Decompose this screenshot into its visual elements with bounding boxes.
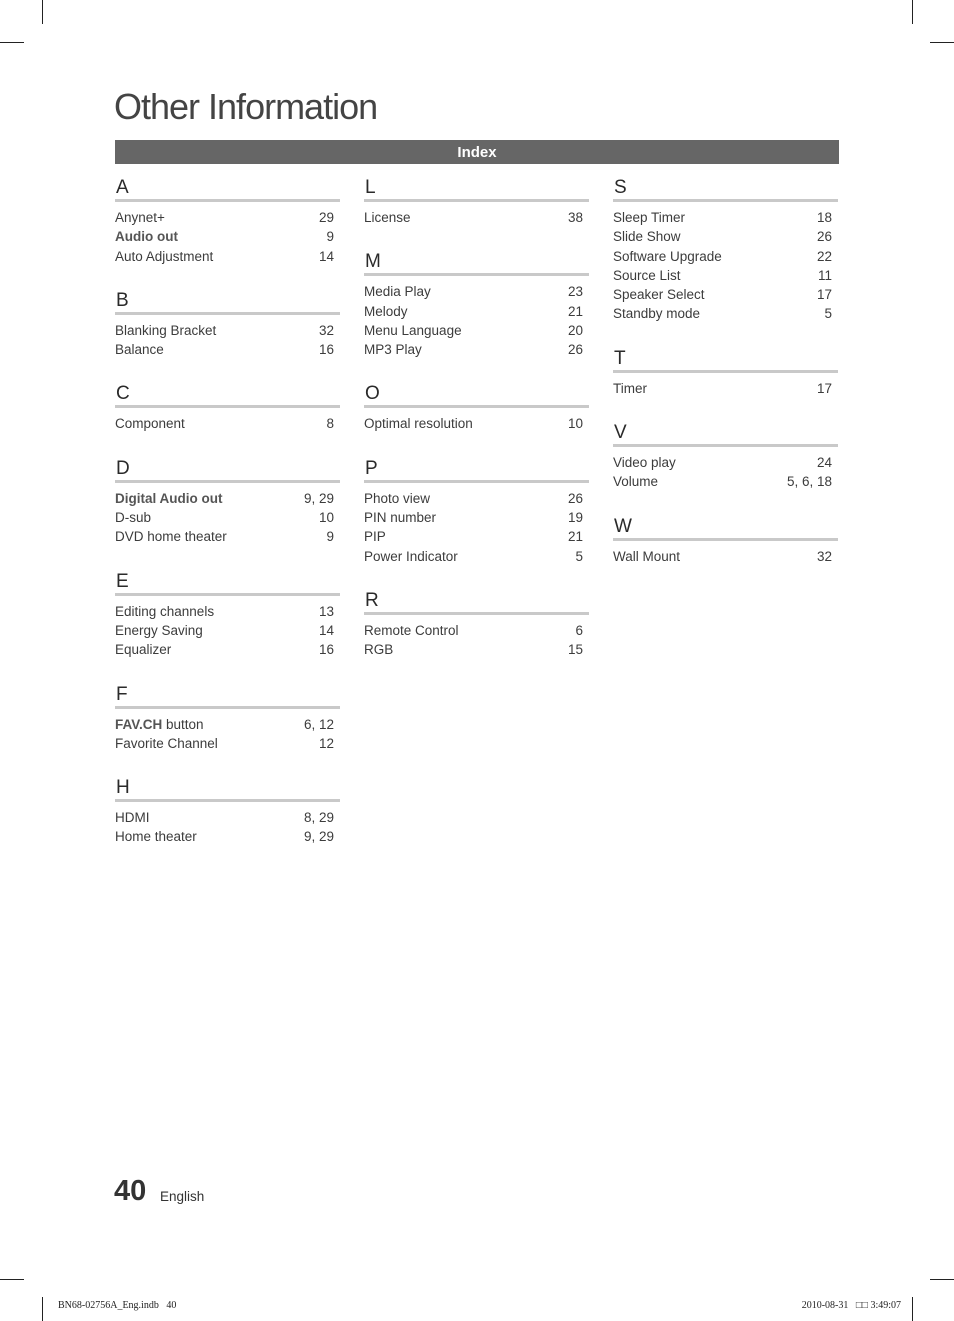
- index-entry: [115, 715, 340, 734]
- entry-term: [115, 734, 218, 753]
- entry-term: [364, 302, 408, 321]
- index-entry: [364, 489, 589, 508]
- entry-pages: 11: [817, 267, 832, 283]
- entry-pages: 10: [318, 510, 334, 526]
- entry-term: [115, 321, 216, 340]
- entry-pages: 26: [816, 229, 832, 245]
- index-entry: [364, 321, 589, 340]
- index-section: [364, 176, 589, 227]
- entry-list: [115, 408, 340, 433]
- entry-pages: 23: [567, 284, 583, 300]
- index-entry: [613, 379, 838, 398]
- entry-term-text: Optimal resolution: [364, 416, 473, 432]
- page-language: English: [160, 1189, 205, 1204]
- index-section: [364, 457, 589, 566]
- entry-pages: 20: [567, 322, 583, 338]
- section-letter: E: [115, 570, 340, 596]
- section-letter: S: [613, 176, 838, 202]
- index-section: [613, 176, 838, 324]
- entry-term: [115, 808, 150, 827]
- entry-term: [613, 227, 681, 246]
- entry-term: [364, 547, 458, 566]
- entry-term: [613, 453, 676, 472]
- entry-pages: 13: [318, 603, 334, 619]
- entry-term-text: Slide Show: [613, 229, 681, 245]
- entry-pages: 9: [326, 529, 334, 545]
- entry-term: [613, 266, 681, 285]
- index-entry: [115, 340, 340, 359]
- crop-mark: [0, 42, 24, 43]
- entry-pages: 16: [318, 342, 334, 358]
- entry-pages: 29: [318, 210, 334, 225]
- entry-term-text: Favorite Channel: [115, 735, 218, 751]
- entry-term: [364, 414, 473, 433]
- index-section: [115, 289, 340, 360]
- index-column-3: [613, 176, 838, 589]
- entry-term: [364, 208, 411, 227]
- index-entry: [613, 247, 838, 266]
- index-section: [115, 457, 340, 547]
- index-entry: [115, 827, 340, 846]
- section-letter: M: [364, 250, 589, 276]
- section-letter: T: [613, 347, 838, 373]
- entry-term-text: Anynet+: [115, 210, 165, 225]
- page-title: Other Information: [114, 86, 378, 127]
- entry-term-text: License: [364, 210, 411, 225]
- entry-pages: 26: [567, 342, 583, 358]
- entry-term: [115, 827, 197, 846]
- index-entry: [115, 640, 340, 659]
- index-section: [364, 382, 589, 433]
- index-entry: [115, 621, 340, 640]
- entry-term: [115, 208, 165, 227]
- index-entry: [613, 266, 838, 285]
- entry-pages: 17: [816, 287, 832, 303]
- entry-pages: 32: [318, 322, 334, 338]
- index-entry: [364, 414, 589, 433]
- index-section: [115, 683, 340, 754]
- entry-list: [613, 541, 838, 566]
- index-entry: [613, 453, 838, 472]
- entry-term: [364, 489, 430, 508]
- index-entry: [364, 208, 589, 227]
- entry-pages: 32: [816, 548, 832, 564]
- entry-pages: 24: [816, 455, 832, 471]
- entry-term: [613, 379, 647, 398]
- entry-pages: 19: [567, 510, 583, 526]
- entry-term-text: RGB: [364, 642, 394, 658]
- index-section: [613, 347, 838, 398]
- index-entry: [364, 527, 589, 546]
- entry-term-text: MP3 Play: [364, 342, 422, 358]
- entry-term-bold: FAV.CH: [115, 716, 163, 732]
- entry-term-text: PIN number: [364, 510, 437, 526]
- entry-term-text: Standby mode: [613, 306, 701, 322]
- entry-pages: 5, 6, 18: [786, 474, 832, 490]
- entry-list: [364, 483, 589, 566]
- entry-pages: 8: [326, 416, 334, 432]
- entry-term-bold: Digital Audio out: [115, 490, 223, 506]
- entry-pages: 16: [318, 642, 334, 658]
- entry-term-text: Speaker Select: [613, 287, 705, 303]
- entry-term: [364, 640, 393, 659]
- index-entry: [115, 602, 340, 621]
- entry-term-text: button: [162, 716, 204, 732]
- entry-term: [115, 527, 227, 546]
- section-letter: L: [364, 176, 589, 202]
- entry-term: [364, 527, 386, 546]
- entry-list: [364, 408, 589, 433]
- index-section: [115, 382, 340, 433]
- entry-term-text: Editing channels: [115, 603, 215, 619]
- entry-term: [364, 340, 422, 359]
- entry-term: [364, 508, 436, 527]
- entry-list: [364, 202, 589, 227]
- entry-term: [613, 208, 685, 227]
- entry-term-text: Blanking Bracket: [115, 322, 217, 338]
- section-letter: V: [613, 421, 838, 447]
- entry-list: [115, 709, 340, 754]
- entry-term: [115, 340, 164, 359]
- section-letter: W: [613, 515, 838, 541]
- entry-term-text: Video play: [613, 455, 676, 471]
- entry-term: [613, 285, 705, 304]
- entry-pages: 9, 29: [303, 490, 334, 506]
- index-entry: [115, 508, 340, 527]
- index-entry: [115, 808, 340, 827]
- entry-term-text: Power Indicator: [364, 548, 458, 564]
- entry-pages: 5: [824, 306, 832, 322]
- entry-term-text: Source List: [613, 267, 681, 283]
- entry-term-text: Photo view: [364, 490, 431, 506]
- entry-pages: 9: [326, 229, 334, 245]
- entry-list: [613, 373, 838, 398]
- index-entry: [364, 508, 589, 527]
- entry-term-text: DVD home theater: [115, 529, 227, 545]
- index-entry: [613, 208, 838, 227]
- entry-term-text: Software Upgrade: [613, 248, 722, 264]
- index-section: [115, 776, 340, 847]
- crop-mark: [930, 1279, 954, 1280]
- index-section: [115, 570, 340, 660]
- entry-term: [115, 621, 203, 640]
- index-entry: [115, 321, 340, 340]
- index-entry: [613, 304, 838, 323]
- entry-term-text: PIP: [364, 529, 386, 545]
- index-section: [613, 421, 838, 492]
- index-entry: [115, 208, 340, 227]
- index-entry: [613, 285, 838, 304]
- index-section: [613, 515, 838, 566]
- section-letter: B: [115, 289, 340, 315]
- entry-term-text: Timer: [613, 380, 647, 396]
- entry-term-text: Remote Control: [364, 622, 459, 638]
- entry-term: [115, 640, 171, 659]
- entry-term: [613, 247, 722, 266]
- entry-pages: 10: [567, 416, 583, 432]
- entry-list: [613, 202, 838, 324]
- index-section: [364, 250, 589, 359]
- index-section-bar: Index: [115, 140, 839, 164]
- section-letter: D: [115, 457, 340, 483]
- entry-term: [364, 621, 459, 640]
- page-number: 40: [114, 1175, 147, 1207]
- index-entry: [115, 734, 340, 753]
- index-entry: [364, 302, 589, 321]
- index-entry: [364, 340, 589, 359]
- entry-term-text: D-sub: [115, 510, 152, 526]
- entry-pages: 12: [318, 735, 334, 751]
- index-entry: [613, 227, 838, 246]
- entry-term: [115, 715, 204, 734]
- entry-term-text: Component: [115, 416, 185, 432]
- index-entry: [115, 247, 340, 266]
- entry-list: [115, 202, 340, 266]
- entry-term: [364, 282, 431, 301]
- crop-mark: [42, 0, 43, 24]
- crop-mark: [42, 1297, 43, 1321]
- entry-list: [364, 615, 589, 660]
- entry-pages: 5: [575, 548, 583, 564]
- index-entry: [613, 547, 838, 566]
- index-column-1: [115, 176, 340, 870]
- entry-pages: 26: [567, 490, 583, 506]
- footer-timestamp: 2010-08-31 □□ 3:49:07: [801, 1300, 901, 1311]
- entry-pages: 14: [318, 248, 334, 264]
- entry-pages: 15: [567, 642, 583, 658]
- entry-pages: 9, 29: [303, 829, 334, 845]
- entry-term-text: Melody: [364, 303, 408, 319]
- entry-list: [115, 596, 340, 660]
- crop-mark: [930, 42, 954, 43]
- entry-pages: 14: [318, 622, 334, 638]
- entry-pages: 8, 29: [303, 810, 334, 826]
- entry-list: [613, 447, 838, 492]
- section-letter: P: [364, 457, 589, 483]
- entry-term-text: Wall Mount: [613, 548, 681, 564]
- index-entry: [115, 414, 340, 433]
- index-entry: [364, 640, 589, 659]
- entry-term-text: Balance: [115, 342, 164, 358]
- entry-pages: 21: [567, 303, 583, 319]
- entry-pages: 6: [575, 622, 583, 638]
- entry-term: [115, 227, 178, 246]
- index-entry: [115, 489, 340, 508]
- section-letter: F: [115, 683, 340, 709]
- entry-term: [115, 414, 185, 433]
- index-entry: [364, 282, 589, 301]
- index-column-2: [364, 176, 589, 683]
- crop-mark: [912, 1297, 913, 1321]
- crop-mark: [912, 0, 913, 24]
- entry-term: [364, 321, 462, 340]
- entry-term-text: Volume: [613, 474, 659, 490]
- entry-term-text: Equalizer: [115, 642, 172, 658]
- crop-mark: [0, 1279, 24, 1280]
- entry-term: [115, 508, 151, 527]
- entry-term-text: Home theater: [115, 829, 197, 845]
- entry-pages: 18: [816, 210, 832, 225]
- entry-term: [115, 247, 213, 266]
- entry-list: [115, 483, 340, 547]
- entry-term-bold: Audio out: [115, 229, 178, 245]
- index-entry: [364, 547, 589, 566]
- index-section: [364, 589, 589, 660]
- index-entry: [115, 527, 340, 546]
- entry-term: [115, 602, 214, 621]
- entry-term-text: Sleep Timer: [613, 210, 686, 225]
- entry-pages: 6, 12: [303, 716, 334, 732]
- index-entry: [115, 227, 340, 246]
- entry-list: [115, 802, 340, 847]
- entry-list: [115, 315, 340, 360]
- entry-term-text: HDMI: [115, 810, 150, 826]
- section-letter: C: [115, 382, 340, 408]
- footer-file-info: BN68-02756A_Eng.indb 40: [58, 1300, 177, 1311]
- index-entry: [364, 621, 589, 640]
- entry-term: [613, 304, 700, 323]
- entry-term-text: Auto Adjustment: [115, 248, 214, 264]
- section-letter: R: [364, 589, 589, 615]
- entry-pages: 21: [567, 529, 583, 545]
- entry-pages: 17: [816, 380, 832, 396]
- entry-pages: 22: [816, 248, 832, 264]
- entry-pages: 38: [567, 210, 583, 225]
- entry-term-text: Energy Saving: [115, 622, 203, 638]
- entry-list: [364, 276, 589, 359]
- section-letter: H: [115, 776, 340, 802]
- section-letter: A: [115, 176, 340, 202]
- entry-term: [613, 472, 658, 491]
- index-entry: [613, 472, 838, 491]
- index-section: [115, 176, 340, 266]
- entry-term-text: Menu Language: [364, 322, 462, 338]
- entry-term: [613, 547, 680, 566]
- section-letter: O: [364, 382, 589, 408]
- entry-term: [115, 489, 222, 508]
- entry-term-text: Media Play: [364, 284, 431, 300]
